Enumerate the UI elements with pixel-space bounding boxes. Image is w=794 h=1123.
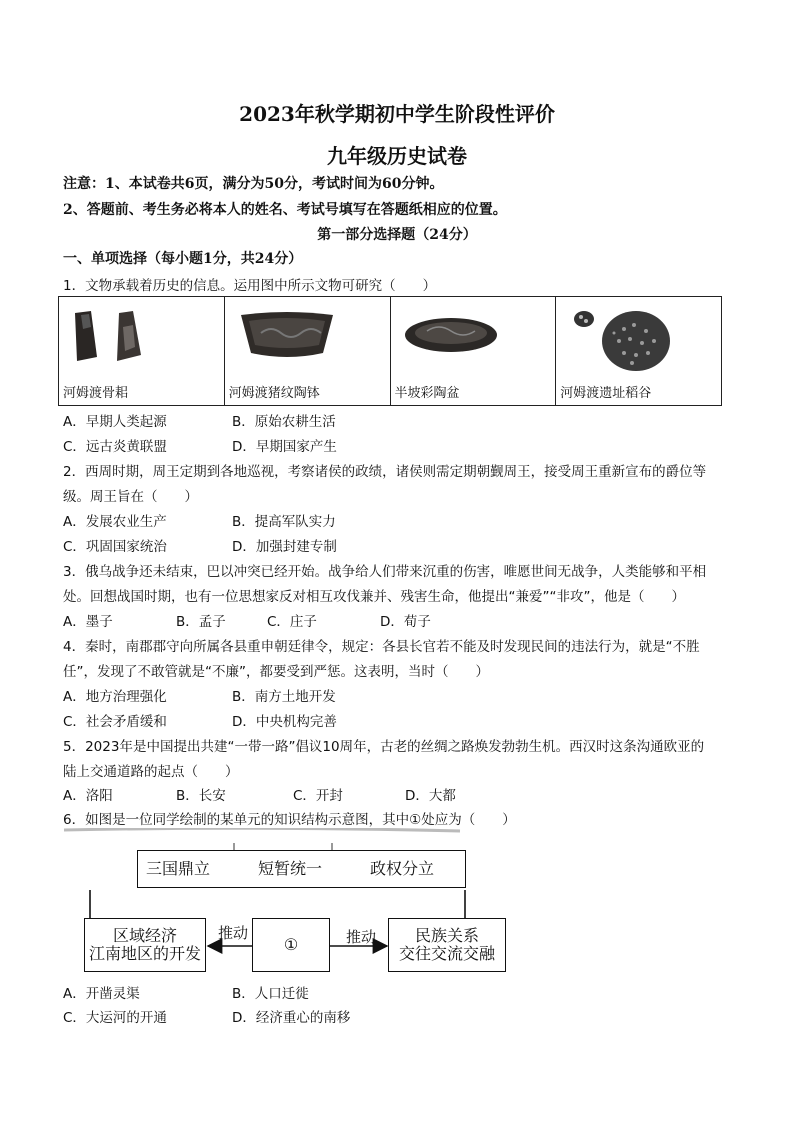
- note-line-2: 2、答题前、考生务必将本人的姓名、考试号填写在答题纸相应的位置。: [63, 202, 507, 218]
- pottery-bowl-image: [237, 309, 337, 363]
- timeline-item: 短暂统一: [258, 859, 323, 878]
- exam-subtitle: 九年级历史试卷: [327, 144, 467, 168]
- q2-option-c[interactable]: C．巩固国家统治: [63, 539, 167, 555]
- q5-option-d[interactable]: D．大都: [405, 788, 456, 804]
- question-5-stem-line-2: 陆上交通道路的起点（ ）: [63, 764, 239, 780]
- question-3-stem-line-1: 3．俄乌战争还未结束，巴以冲突已经开始。战争给人们带来沉重的伤害，唯愿世间无战争，人类能够和平相: [63, 564, 707, 580]
- q4-option-b[interactable]: B．南方土地开发: [232, 689, 336, 705]
- rice-grains-image: [564, 303, 674, 373]
- question-1-stem: 1．文物承载着历史的信息。运用图中所示文物可研究（ ）: [63, 278, 437, 294]
- question-5-stem-line-1: 5．2023年是中国提出共建“一带一路”倡议10周年，古老的丝绸之路焕发勃勃生机。西汉时这条沟通欧亚的: [63, 739, 705, 755]
- question-6-stem: 6．如图是一位同学绘制的某单元的知识结构示意图，其中①处应为（ ）: [63, 812, 516, 828]
- q1-option-d[interactable]: D．早期国家产生: [232, 439, 337, 455]
- relic-caption: 半坡彩陶盆: [394, 386, 460, 401]
- top-timeline-box: [137, 850, 466, 888]
- push-label-right: 推动: [346, 928, 377, 946]
- q6-option-b[interactable]: B．人口迁徙: [232, 986, 309, 1002]
- relic-caption: 河姆渡遗址稻谷: [560, 386, 652, 401]
- relic-cell: [556, 297, 722, 406]
- q2-option-d[interactable]: D．加强封建专制: [232, 539, 337, 555]
- note-line-1: 注意：1、本试卷共6页，满分为50分，考试时间为60分钟。: [63, 176, 444, 192]
- q5-option-c[interactable]: C．开封: [293, 788, 343, 804]
- question-2-stem-line-1: 2．西周时期，周王定期到各地巡视，考察诸侯的政绩，诸侯则需定期朝觐周王，接受周王重新宣布的爵位等: [63, 464, 707, 480]
- q1-option-a[interactable]: A．早期人类起源: [63, 414, 167, 430]
- relic-cell: [224, 297, 390, 406]
- relic-caption: 河姆渡骨耜: [63, 386, 129, 401]
- relic-cell: [59, 297, 225, 406]
- q3-option-b[interactable]: B．孟子: [176, 614, 226, 630]
- timeline-item: 三国鼎立: [146, 859, 211, 878]
- q5-option-a[interactable]: A．洛阳: [63, 788, 113, 804]
- q3-option-d[interactable]: D．荀子: [380, 614, 431, 630]
- relics-table: [58, 296, 722, 406]
- q1-option-b[interactable]: B．原始农耕生活: [232, 414, 336, 430]
- box-line: 民族关系: [414, 926, 479, 945]
- q6-option-d[interactable]: D．经济重心的南移: [232, 1010, 351, 1026]
- blank-circle-one-box: [252, 918, 330, 972]
- q6-option-a[interactable]: A．开凿灵渠: [63, 986, 140, 1002]
- q3-option-c[interactable]: C．庄子: [267, 614, 317, 630]
- ethnic-relations-box: [388, 918, 506, 972]
- q4-option-c[interactable]: C．社会矛盾缓和: [63, 714, 167, 730]
- bone-spade-image: [67, 307, 151, 365]
- question-2-stem-line-2: 级。周王旨在（ ）: [63, 489, 198, 505]
- question-3-stem-line-2: 处。回想战国时期，也有一位思想家反对相互攻伐兼并、残害生命，他提出“兼爱”“非攻”，他是（ ）: [63, 589, 685, 605]
- push-label-left: 推动: [218, 924, 249, 942]
- question-4-stem-line-1: 4．秦时，南郡郡守向所属各县重申朝廷律令，规定：各县长官若不能及时发现民间的违法行为，就是“不胜: [63, 639, 700, 655]
- q4-option-a[interactable]: A．地方治理强化: [63, 689, 167, 705]
- box-line: 区域经济: [112, 926, 177, 945]
- part-heading: 第一部分选择题（24分）: [317, 227, 477, 243]
- box-line: 交往交流交融: [398, 944, 495, 963]
- q6-option-c[interactable]: C．大运河的开通: [63, 1010, 167, 1026]
- q2-option-b[interactable]: B．提高军队实力: [232, 514, 336, 530]
- q1-option-c[interactable]: C．远古炎黄联盟: [63, 439, 167, 455]
- box-line: 江南地区的开发: [88, 944, 201, 963]
- section-heading: 一、单项选择（每小题1分，共24分）: [63, 251, 303, 267]
- q3-option-a[interactable]: A．墨子: [63, 614, 113, 630]
- q5-option-b[interactable]: B．长安: [176, 788, 226, 804]
- q2-option-a[interactable]: A．发展农业生产: [63, 514, 167, 530]
- question-4-stem-line-2: 任”，发现了不敢管就是“不廉”，都要受到严惩。这表明，当时（ ）: [63, 664, 489, 680]
- regional-economy-box: [84, 918, 206, 972]
- exam-title: 2023年秋学期初中学生阶段性评价: [239, 102, 555, 126]
- circled-one: ①: [283, 935, 299, 954]
- relic-cell: [390, 297, 556, 406]
- relic-caption: 河姆渡猪纹陶钵: [228, 386, 320, 401]
- timeline-item: 政权分立: [370, 859, 435, 878]
- painted-basin-image: [403, 315, 499, 355]
- q4-option-d[interactable]: D．中央机构完善: [232, 714, 337, 730]
